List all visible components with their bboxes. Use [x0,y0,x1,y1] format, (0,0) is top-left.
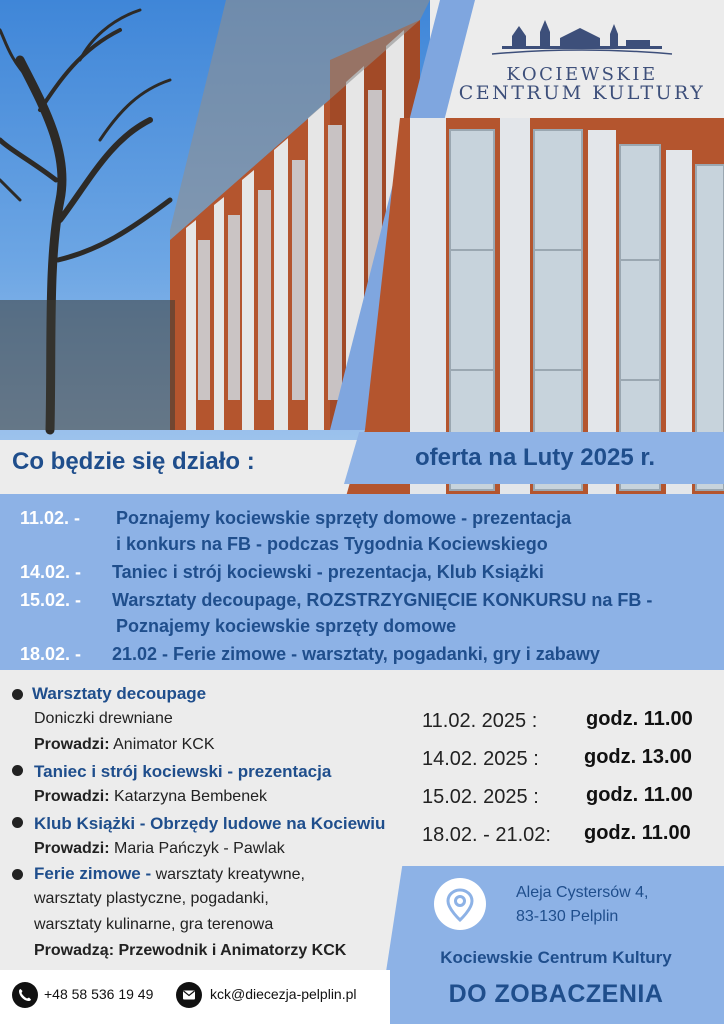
activity-description: warsztaty plastyczne, pogadanki, [34,890,269,907]
schedule-date: 18.02. - 21.02: [422,824,551,846]
schedule-time: godz. 11.00 [584,822,691,844]
lead-label: Prowadzi: [34,788,110,805]
pelplin-skyline-icon [452,20,712,62]
farewell-text: DO ZOBACZENIA [448,980,664,1008]
event-date: 18.02. - [20,644,82,664]
activity-title: Taniec i strój kociewski - prezentacja [34,762,332,781]
phone-icon [12,982,38,1008]
event-text: Poznajemy kociewskie sprzęty domowe - prezentacja [116,508,572,528]
heading-offer-february: oferta na Luty 2025 r. [414,444,656,471]
schedule-time: godz. 13.00 [584,746,692,768]
bullet-icon [12,869,23,880]
activity-lead [34,840,285,858]
logo-text-kociewskie: KOCIEWSKIE [506,64,658,85]
activity-lead [34,788,267,806]
email-address[interactable]: kck@diecezja-pelplin.pl [210,986,357,1002]
schedule-date: 15.02. 2025 : [422,786,539,808]
activity-description: warsztaty kreatywne, [151,866,305,883]
lead-label: Prowadzi: [34,840,110,857]
event-date: 11.02. - [20,508,81,528]
event-text: Taniec i strój kociewski - prezentacja, Klub Książki [112,562,544,582]
address-city: 83-130 Pelplin [516,908,619,925]
activity-description: warsztaty kulinarne, gra terenowa [34,916,274,933]
event-text: 21.02 - Ferie zimowe - warsztaty, pogadanki, gry i zabawy [112,644,600,664]
lead-name: Animator KCK [109,736,215,753]
activity-title: Warsztaty decoupage [32,684,207,703]
schedule-date: 14.02. 2025 : [422,748,539,770]
schedule-time: godz. 11.00 [586,784,693,806]
events-band [0,494,724,670]
event-text: i konkurs na FB - podczas Tygodnia Kociewskiego [116,534,548,554]
kck-logo [452,20,712,110]
schedule-time: godz. 11.00 [586,708,693,730]
hero-photo [0,0,724,500]
activity-title-line [34,864,305,884]
event-date: 15.02. - [20,590,82,610]
activity-subtitle: Doniczki drewniane [34,710,173,727]
activity-title: Klub Książki - Obrzędy ludowe na Kociewiu [34,814,386,833]
event-text: Warsztaty decoupage, ROZSTRZYGNIĘCIE KONKURSU na FB - [112,590,653,610]
activity-title: Ferie zimowe - [34,864,152,883]
phone-number[interactable]: +48 58 536 19 49 [44,986,154,1002]
bullet-icon [12,817,23,828]
email-icon [176,982,202,1008]
bullet-icon [12,689,23,700]
schedule-date: 11.02. 2025 : [422,710,538,732]
event-text: Poznajemy kociewskie sprzęty domowe [116,616,457,636]
lead-label: Prowadzi: [34,736,110,753]
heading-what-happens: Co będzie się działo : [12,448,255,475]
location-pin-icon [434,878,486,930]
lead-name: Maria Pańczyk - Pawlak [109,840,285,857]
logo-text-centrum-kultury: CENTRUM KULTURY [458,82,706,104]
organization-name: Kociewskie Centrum Kultury [440,948,672,967]
event-date: 14.02. - [20,562,82,582]
activity-lead: Prowadzą: Przewodnik i Animatorzy KCK [34,942,347,959]
bullet-icon [12,765,23,776]
activity-lead [34,736,215,754]
address-street: Aleja Cystersów 4, [516,884,649,901]
lead-name: Katarzyna Bembenek [109,788,267,805]
